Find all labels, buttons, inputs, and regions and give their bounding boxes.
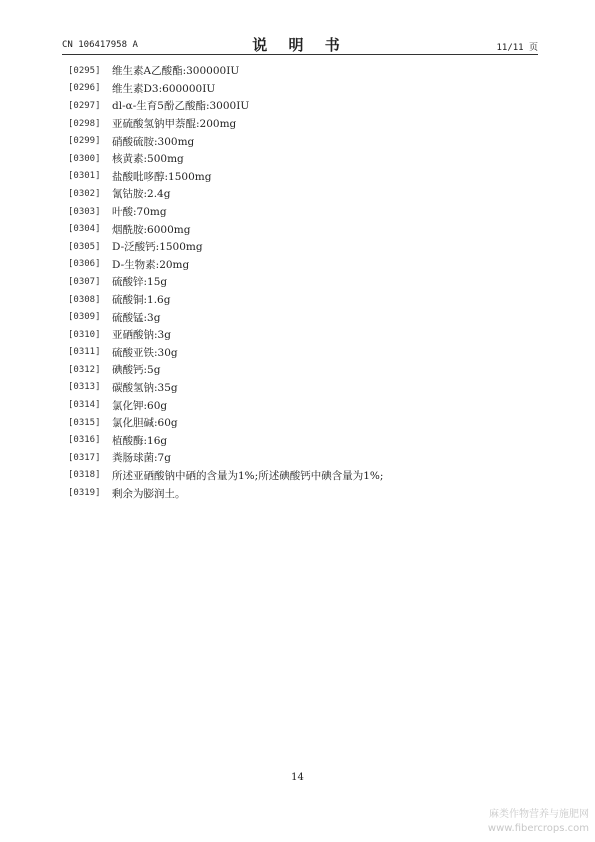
paragraph-number: [0296] bbox=[68, 83, 101, 94]
paragraph bbox=[68, 344, 538, 362]
paragraph bbox=[68, 97, 538, 115]
paragraph bbox=[68, 396, 538, 414]
paragraph bbox=[68, 256, 538, 274]
paragraph bbox=[68, 308, 538, 326]
paragraph-number: [0312] bbox=[68, 364, 101, 375]
paragraph-number: [0310] bbox=[68, 329, 101, 340]
patent-number: CN 106417958 A bbox=[62, 40, 138, 50]
paragraph-number: [0295] bbox=[68, 65, 101, 76]
paragraph-number: [0305] bbox=[68, 241, 101, 252]
paragraph-number: [0298] bbox=[68, 118, 101, 129]
paragraph-number: [0304] bbox=[68, 224, 101, 235]
paragraph bbox=[68, 62, 538, 80]
page-indicator: 11/11 页 bbox=[496, 43, 538, 53]
watermark bbox=[439, 808, 589, 836]
paragraph-number: [0314] bbox=[68, 400, 101, 411]
paragraph bbox=[68, 132, 538, 150]
paragraph bbox=[68, 484, 538, 502]
paragraph-number: [0307] bbox=[68, 276, 101, 287]
paragraph bbox=[68, 431, 538, 449]
paragraph bbox=[68, 361, 538, 379]
paragraph bbox=[68, 379, 538, 397]
paragraph-text: 亚硒酸钠:3g bbox=[112, 329, 171, 342]
paragraph-number: [0300] bbox=[68, 153, 101, 164]
paragraph-text: 碳酸氢钠:35g bbox=[112, 381, 178, 394]
paragraph-number: [0302] bbox=[68, 188, 101, 199]
paragraph-number: [0315] bbox=[68, 417, 101, 428]
paragraph-text: 硫酸铜:1.6g bbox=[112, 294, 171, 307]
paragraph-list bbox=[68, 62, 538, 502]
page-title: 说 明 书 bbox=[252, 36, 348, 54]
paragraph bbox=[68, 168, 538, 186]
paragraph bbox=[68, 115, 538, 133]
paragraph bbox=[68, 467, 538, 485]
paragraph-number: [0309] bbox=[68, 312, 101, 323]
paragraph-text: 所述亚硒酸钠中硒的含量为1%;所述碘酸钙中碘含量为1%; bbox=[112, 469, 384, 482]
paragraph-text: 烟酰胺:6000mg bbox=[112, 223, 191, 236]
watermark-site-name: 麻类作物营养与施肥网 bbox=[489, 809, 589, 820]
paragraph bbox=[68, 238, 538, 256]
paragraph bbox=[68, 150, 538, 168]
paragraph-text: 氯化钾:60g bbox=[112, 399, 168, 412]
paragraph-text: 亚硫酸氢钠甲萘醌:200mg bbox=[112, 118, 237, 131]
paragraph-text: 核黄素:500mg bbox=[112, 153, 184, 166]
paragraph-number: [0319] bbox=[68, 488, 101, 499]
paragraph-text: 维生素A乙酸酯:300000IU bbox=[112, 65, 240, 78]
paragraph-text: 硫酸锰:3g bbox=[112, 311, 161, 324]
paragraph-text: 叶酸:70mg bbox=[112, 206, 167, 219]
paragraph-text: 维生素D3:600000IU bbox=[112, 82, 216, 95]
paragraph-text: D-生物素:20mg bbox=[112, 258, 190, 271]
paragraph-text: D-泛酸钙:1500mg bbox=[112, 241, 203, 254]
paragraph-text: 氰钴胺:2.4g bbox=[112, 188, 171, 201]
paragraph-number: [0313] bbox=[68, 382, 101, 393]
paragraph bbox=[68, 326, 538, 344]
paragraph-text: 植酸酶:16g bbox=[112, 434, 168, 447]
paragraph-text: 硫酸锌:15g bbox=[112, 276, 168, 289]
paragraph-number: [0306] bbox=[68, 259, 101, 270]
paragraph-text: 硝酸硫胺:300mg bbox=[112, 135, 195, 148]
paragraph-number: [0297] bbox=[68, 100, 101, 111]
paragraph bbox=[68, 80, 538, 98]
paragraph-text: 硫酸亚铁:30g bbox=[112, 346, 178, 359]
paragraph bbox=[68, 185, 538, 203]
paragraph bbox=[68, 273, 538, 291]
paragraph bbox=[68, 203, 538, 221]
watermark-url: www.fibercrops.com bbox=[487, 823, 589, 834]
paragraph-text: dl-α-生育5酚乙酸酯:3000IU bbox=[112, 100, 250, 113]
page-header bbox=[62, 34, 538, 55]
paragraph-number: [0311] bbox=[68, 347, 101, 358]
paragraph-text: 碘酸钙:5g bbox=[112, 364, 161, 377]
paragraph-number: [0318] bbox=[68, 470, 101, 481]
paragraph bbox=[68, 414, 538, 432]
paragraph-text: 粪肠球菌:7g bbox=[112, 452, 171, 465]
paragraph-number: [0303] bbox=[68, 206, 101, 217]
paragraph-number: [0301] bbox=[68, 171, 101, 182]
paragraph bbox=[68, 291, 538, 309]
paragraph bbox=[68, 220, 538, 238]
paragraph-number: [0317] bbox=[68, 452, 101, 463]
paragraph bbox=[68, 449, 538, 467]
paragraph-text: 盐酸吡哆醇:1500mg bbox=[112, 170, 212, 183]
paragraph-number: [0316] bbox=[68, 435, 101, 446]
paragraph-text: 氯化胆碱:60g bbox=[112, 417, 178, 430]
paragraph-text: 剩余为膨润土。 bbox=[112, 487, 186, 500]
paragraph-number: [0308] bbox=[68, 294, 101, 305]
paragraph-number: [0299] bbox=[68, 136, 101, 147]
page-number: 14 bbox=[291, 772, 304, 783]
